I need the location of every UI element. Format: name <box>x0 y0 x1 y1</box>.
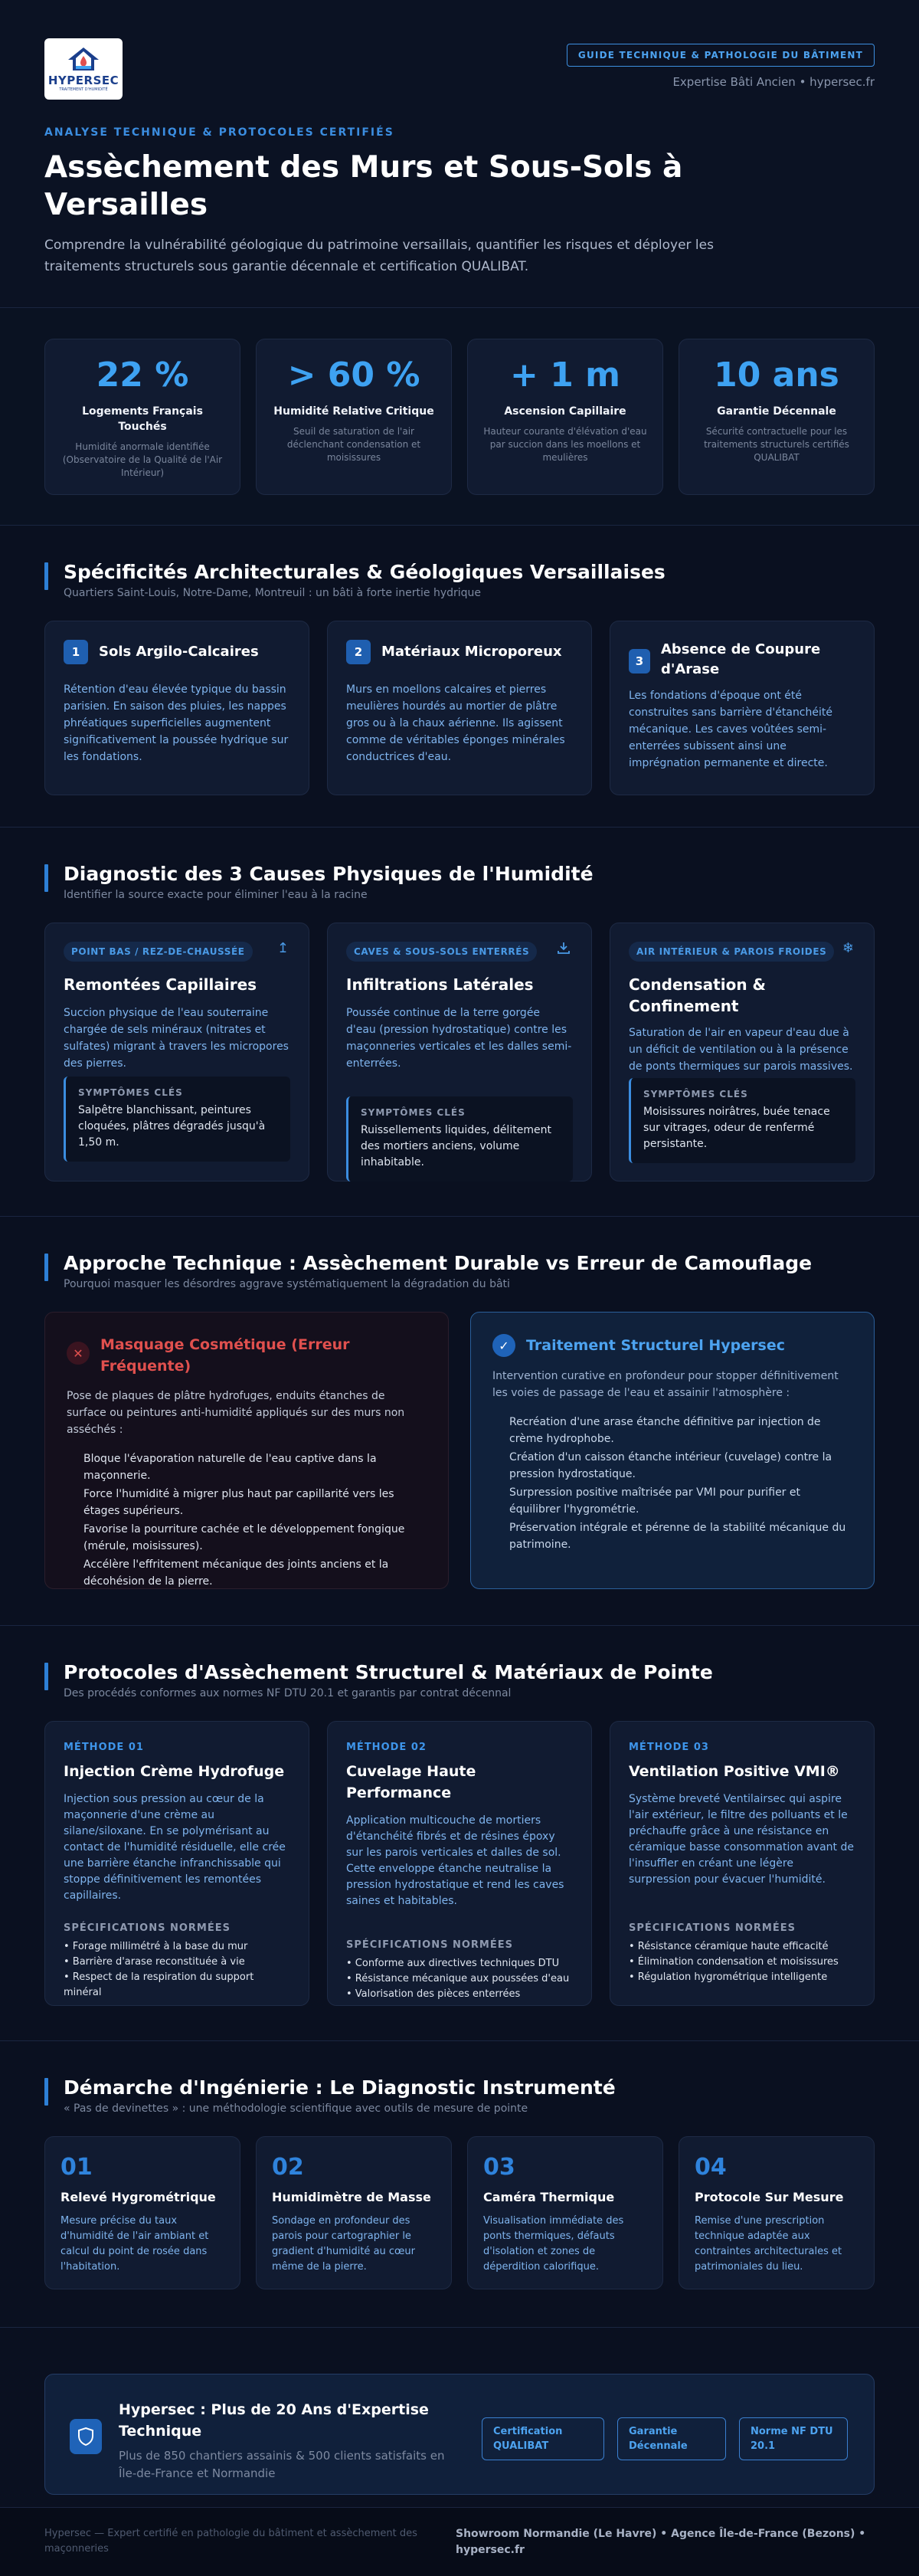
cause-card <box>610 923 875 1181</box>
specificity-card <box>610 621 875 795</box>
stat-value: + 1 m <box>510 356 620 395</box>
section-accent-bar <box>44 2078 48 2106</box>
section-title: Diagnostic des 3 Causes Physiques de l'Humidité <box>64 863 594 885</box>
symptoms-label: SYMPTÔMES CLÉS <box>643 1089 748 1100</box>
card-title: Matériaux Microporeux <box>381 644 562 660</box>
method-kicker: MÉTHODE 03 <box>629 1742 709 1753</box>
cosmetic-intro: Pose de plaques de plâtre hydrofuges, enduits étanches de surface ou peintures anti-humidité appliqués sur des murs non asséchés : <box>67 1390 405 1436</box>
banner-subtitle: Plus de 850 chantiers assainis & 500 clients satisfaits en Île-de-France et Normandie <box>119 2449 445 2480</box>
section-accent-bar <box>44 1254 48 1281</box>
step-description: Remise d'une prescription technique adaptée aux contraintes architecturales et patrimoniales du lieu. <box>695 2215 842 2273</box>
spec-item: • Résistance céramique haute efficacité <box>629 1941 829 1952</box>
section-heading <box>44 863 594 901</box>
step-description: Visualisation immédiate des ponts thermiques, défauts d'isolation et zones de déperdition calorifique. <box>483 2215 624 2273</box>
close-icon: ✕ <box>67 1342 90 1365</box>
step-number: 01 <box>61 2154 93 2181</box>
list-item: Préservation intégrale et pérenne de la stabilité mécanique du patrimoine. <box>509 1522 846 1551</box>
section-subtitle: Des procédés conformes aux normes NF DTU 20.1 et garantis par contrat décennal <box>64 1687 512 1699</box>
section-heading <box>44 1252 812 1290</box>
cosmetic-title: Masquage Cosmétique (Erreur Fréquente) <box>100 1336 350 1375</box>
guarantee-badge: Garantie Décennale <box>617 2417 726 2460</box>
shield-icon <box>70 2419 102 2454</box>
stat-card <box>467 339 663 495</box>
card-header <box>67 1334 427 1377</box>
step-title: Humidimètre de Masse <box>272 2190 431 2204</box>
symptoms-text: Moisissures noirâtres, buée tenace sur vitrages, odeur de renfermé persistante. <box>643 1106 830 1150</box>
structural-list <box>492 1414 852 1553</box>
symptoms-text: Salpêtre blanchissant, peintures cloquées, plâtres dégradés jusqu'à 1,50 m. <box>78 1104 266 1149</box>
stat-label: Logements Français Touchés <box>82 405 203 433</box>
guide-badge: GUIDE TECHNIQUE & PATHOLOGIE DU BÂTIMENT <box>567 44 875 67</box>
spec-label: SPÉCIFICATIONS NORMÉES <box>346 1939 513 1951</box>
method-kicker: MÉTHODE 01 <box>64 1742 144 1753</box>
spec-item: • Valorisation des pièces enterrées <box>346 1988 521 2000</box>
section-subtitle: Quartiers Saint-Louis, Notre-Dame, Montreuil : un bâti à forte inertie hydrique <box>64 587 482 599</box>
check-icon: ✓ <box>492 1334 515 1357</box>
card-body: Murs en moellons calcaires et pierres meulières hourdés au mortier de plâtre gros ou à la chaux aérienne. Ils agissent comme de véritables éponges minérales conductrices d'eau. <box>346 683 565 763</box>
step-card <box>44 2136 240 2289</box>
house-drop-icon <box>67 46 100 72</box>
step-description: Sondage en profondeur des parois pour cartographier le gradient d'humidité au cœur même de la pierre. <box>272 2215 415 2273</box>
list-item: Force l'humidité à migrer plus haut par capillarité vers les étages supérieurs. <box>83 1488 394 1517</box>
snowflake-icon: ❄ <box>842 940 854 956</box>
page-title: Assèchement des Murs et Sous-Sols à Versailles <box>44 150 683 222</box>
cause-card <box>44 923 309 1181</box>
structural-title: Traitement Structurel Hypersec <box>526 1337 785 1354</box>
cause-body: Saturation de l'air en vapeur d'eau due à un déficit de ventilation ou à la présence de ponts thermiques sur parois massives. <box>629 1027 853 1073</box>
section-subtitle: Pourquoi masquer les désordres aggrave systématiquement la dégradation du bâti <box>64 1278 510 1290</box>
section-title: Démarche d'Ingénierie : Le Diagnostic Instrumenté <box>64 2076 616 2099</box>
expertise-tagline: Expertise Bâti Ancien • hypersec.fr <box>672 75 875 89</box>
cosmetic-masking-card <box>44 1312 449 1589</box>
section-title: Approche Technique : Assèchement Durable vs Erreur de Camouflage <box>64 1252 813 1274</box>
logo-subtext: TRAITEMENT D'HUMIDITÉ <box>59 87 108 92</box>
section-heading <box>44 561 666 599</box>
stat-card <box>256 339 452 495</box>
stat-card <box>44 339 240 495</box>
cause-tag: POINT BAS / REZ-DE-CHAUSSÉE <box>64 942 253 962</box>
number-badge: 2 <box>346 640 371 664</box>
logo-text: HYPERSEC <box>47 74 119 87</box>
number-badge: 3 <box>629 649 650 673</box>
section-accent-bar <box>44 562 48 590</box>
spec-item: • Forage millimétré à la base du mur <box>64 1941 248 1952</box>
hero-header <box>0 0 919 308</box>
method-description: Système breveté Ventilairsec qui aspire l'air extérieur, le filtre des polluants et le préchauffe grâce à une résistance en céramique basse consommation avant de l'insuffler en créant une légère surpression pour évacuer l'humidité. <box>629 1793 854 1886</box>
stat-description: Humidité anormale identifiée (Observatoire de la Qualité de l'Air Intérieur) <box>62 441 223 478</box>
section-heading <box>44 2076 616 2115</box>
hero-description: Comprendre la vulnérabilité géologique du patrimoine versaillais, quantifier les risques et déployer les traitements structurels sous garantie décennale et certification QUALIBAT. <box>44 238 714 274</box>
cause-tag: CAVES & SOUS-SOLS ENTERRÉS <box>346 942 537 962</box>
card-title: Sols Argilo-Calcaires <box>99 644 259 660</box>
spec-item: • Élimination condensation et moisissures <box>629 1956 839 1968</box>
card-body: Les fondations d'époque ont été construites sans barrière d'étanchéité mécanique. Les caves voûtées semi-enterrées subissent ainsi une imprégnation permanente et directe. <box>629 690 832 769</box>
expertise-banner <box>44 2374 875 2495</box>
cause-title: Condensation & Confinement <box>629 975 766 1015</box>
step-title: Caméra Thermique <box>483 2190 615 2204</box>
section-title: Protocoles d'Assèchement Structurel & Matériaux de Pointe <box>64 1661 713 1683</box>
step-card <box>679 2136 875 2289</box>
list-item: Surpression positive maîtrisée par VMI pour purifier et équilibrer l'hygrométrie. <box>509 1486 800 1516</box>
stat-value: 10 ans <box>714 356 839 395</box>
method-description: Application multicouche de mortiers d'étanchéité fibrés et de résines époxy sur les parois verticales et dalles de sol. Cette enveloppe étanche neutralise la pression hydrostatique et rend les caves saines et habitables. <box>346 1814 564 1907</box>
symptoms-label: SYMPTÔMES CLÉS <box>361 1107 466 1118</box>
cause-card <box>327 923 592 1181</box>
download-icon <box>556 940 571 955</box>
spec-item: • Respect de la respiration du support minéral <box>64 1971 254 1998</box>
protocols-section <box>0 1626 919 2041</box>
stat-label: Garantie Décennale <box>717 405 836 418</box>
cause-tag: AIR INTÉRIEUR & PAROIS FROIDES <box>629 942 834 962</box>
method-card <box>44 1721 309 2006</box>
list-item: Bloque l'évaporation naturelle de l'eau captive dans la maçonnerie. <box>83 1453 377 1482</box>
cause-title: Infiltrations Latérales <box>346 975 534 994</box>
method-title: Cuvelage Haute Performance <box>346 1763 476 1801</box>
spec-label: SPÉCIFICATIONS NORMÉES <box>629 1922 796 1934</box>
cause-body: Succion physique de l'eau souterraine chargée de sels minéraux (nitrates et sulfates) migrant à travers les micropores des pierres. <box>64 1007 289 1070</box>
section-accent-bar <box>44 864 48 892</box>
stat-description: Seuil de saturation de l'air déclenchant condensation et moisissures <box>286 426 421 463</box>
causes-section <box>0 828 919 1217</box>
stat-value: 22 % <box>96 356 189 395</box>
number-badge: 1 <box>64 640 88 664</box>
method-title: Ventilation Positive VMI® <box>629 1763 840 1780</box>
specificities-section <box>0 526 919 828</box>
cosmetic-list <box>67 1450 427 1590</box>
specificity-card <box>327 621 592 795</box>
cause-body: Poussée continue de la terre gorgée d'eau (pression hydrostatique) contre les maçonneries verticales et les dalles semi-enterrées. <box>346 1007 572 1070</box>
section-accent-bar <box>44 1663 48 1690</box>
section-title: Spécificités Architecturales & Géologiques Versaillaises <box>64 561 666 583</box>
engineering-section <box>0 2041 919 2328</box>
spec-list <box>629 1939 858 1985</box>
symptoms-box <box>346 1096 573 1181</box>
step-title: Relevé Hygrométrique <box>61 2190 216 2204</box>
stats-section <box>0 308 919 526</box>
stat-description: Sécurité contractuelle pour les traitements structurels certifiés QUALIBAT <box>704 426 849 463</box>
spec-label: SPÉCIFICATIONS NORMÉES <box>64 1922 231 1934</box>
step-number: 03 <box>483 2154 515 2181</box>
cause-title: Remontées Capillaires <box>64 975 257 994</box>
stat-value: > 60 % <box>287 356 420 395</box>
stat-label: Humidité Relative Critique <box>273 405 434 418</box>
list-item: Accélère l'effritement mécanique des joints anciens et la décohésion de la pierre. <box>83 1558 389 1588</box>
hypersec-logo[interactable] <box>44 38 123 100</box>
certification-badge: Certification QUALIBAT <box>482 2417 604 2460</box>
approach-section <box>0 1217 919 1626</box>
spec-item: • Résistance mécanique aux poussées d'eau <box>346 1973 570 1984</box>
banner-title: Hypersec : Plus de 20 Ans d'Expertise Technique <box>119 2401 429 2440</box>
spec-item: • Régulation hygrométrique intelligente <box>629 1971 828 1983</box>
stat-card <box>679 339 875 495</box>
section-heading <box>44 1661 713 1699</box>
stat-label: Ascension Capillaire <box>504 405 626 418</box>
spec-list <box>346 1956 576 2002</box>
spec-item: • Conforme aux directives techniques DTU <box>346 1958 560 1969</box>
norm-badge: Norme NF DTU 20.1 <box>739 2417 848 2460</box>
symptoms-text: Ruissellements liquides, délitement des mortiers anciens, volume inhabitable. <box>361 1124 551 1168</box>
page-footer <box>0 2507 919 2576</box>
method-description: Injection sous pression au cœur de la maçonnerie d'une crème au silane/siloxane. En se polymérisant au contact de l'humidité résiduelle, elle crée une barrière étanche infranchissable qui stoppe définitivement les remontées capillaires. <box>64 1793 286 1902</box>
method-card <box>610 1721 875 2006</box>
step-description: Mesure précise du taux d'humidité de l'air ambiant et calcul du point de rosée dans l'habitation. <box>61 2215 209 2273</box>
symptoms-box <box>629 1078 855 1163</box>
method-kicker: MÉTHODE 02 <box>346 1742 427 1753</box>
structural-treatment-card <box>470 1312 875 1589</box>
specificity-card <box>44 621 309 795</box>
step-number: 02 <box>272 2154 304 2181</box>
structural-intro: Intervention curative en profondeur pour stopper définitivement les voies de passage de l'eau et assainir l'atmosphère : <box>492 1370 839 1399</box>
list-item: Favorise la pourriture cachée et le développement fongique (mérule, moisissures). <box>83 1523 405 1552</box>
footer-copyright: Hypersec — Expert certifié en pathologie du bâtiment et assèchement des maçonneries <box>44 2528 417 2555</box>
spec-list <box>64 1939 293 2001</box>
symptoms-box <box>64 1077 290 1162</box>
list-item: Recréation d'une arase étanche définitive par injection de crème hydrophobe. <box>509 1416 821 1445</box>
step-card <box>256 2136 452 2289</box>
stat-description: Hauteur courante d'élévation d'eau par succion dans les moellons et meulières <box>483 426 647 463</box>
footer-locations[interactable]: Showroom Normandie (Le Havre) • Agence Île-de-France (Bezons) • hypersec.fr <box>456 2528 866 2556</box>
section-subtitle: Identifier la source exacte pour éliminer l'eau à la racine <box>64 889 368 901</box>
step-card <box>467 2136 663 2289</box>
card-header <box>492 1334 852 1357</box>
hero-kicker: ANALYSE TECHNIQUE & PROTOCOLES CERTIFIÉS <box>44 126 394 139</box>
method-title: Injection Crème Hydrofuge <box>64 1763 285 1780</box>
step-number: 04 <box>695 2154 727 2181</box>
step-title: Protocole Sur Mesure <box>695 2190 844 2204</box>
card-title: Absence de Coupure d'Arase <box>660 641 821 677</box>
card-body: Rétention d'eau élevée typique du bassin parisien. En saison des pluies, les nappes phréatiques superficielles augmentent significativement la poussée hydrique sur les fondations. <box>64 683 289 763</box>
spec-item: • Barrière d'arase reconstituée à vie <box>64 1956 245 1968</box>
symptoms-label: SYMPTÔMES CLÉS <box>78 1087 183 1098</box>
method-card <box>327 1721 592 2006</box>
list-item: Création d'un caisson étanche intérieur (cuvelage) contre la pression hydrostatique. <box>509 1451 832 1480</box>
section-subtitle: « Pas de devinettes » : une méthodologie scientifique avec outils de mesure de pointe <box>64 2102 528 2115</box>
arrow-up-icon: ↥ <box>276 940 289 956</box>
